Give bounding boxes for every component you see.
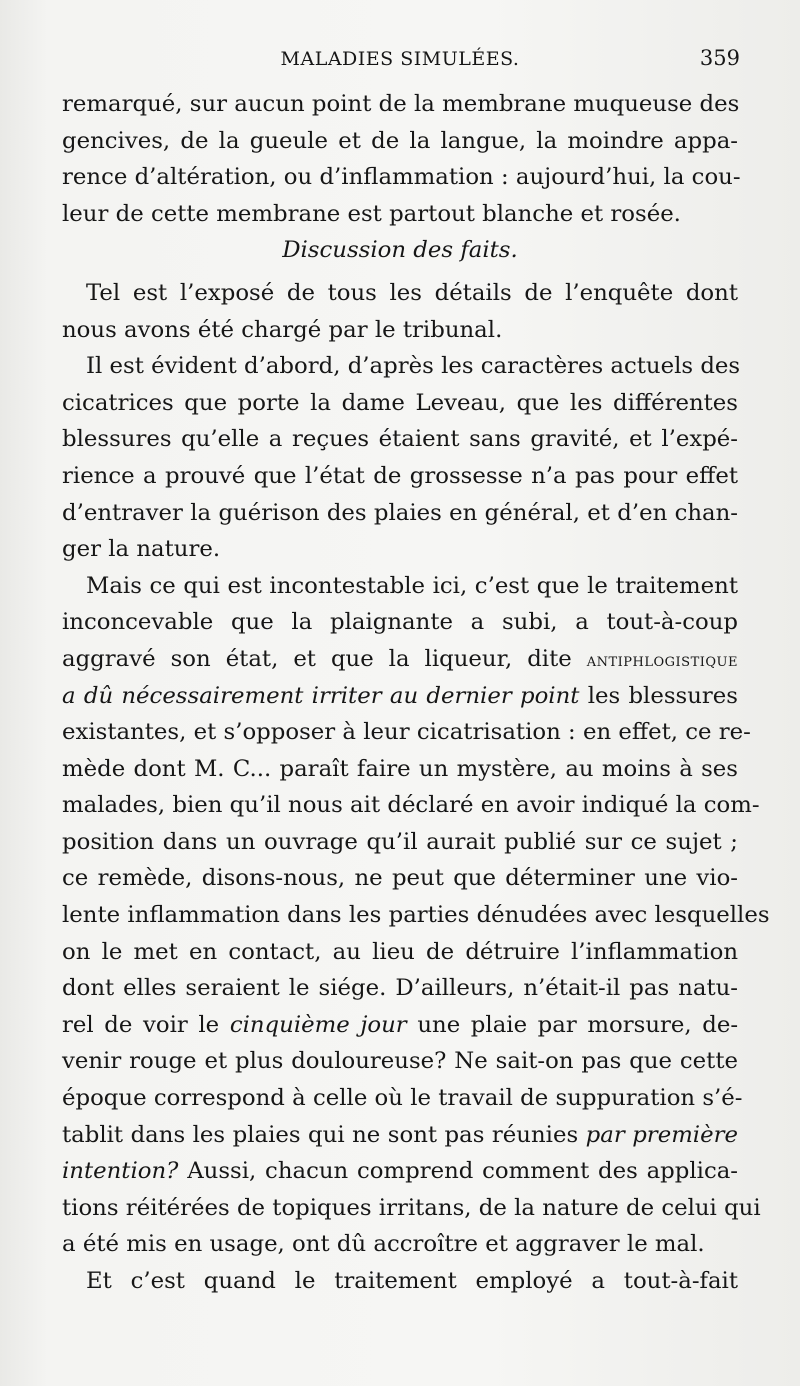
text-line: tions réitérées de topiques irritans, de la nature de celui qui <box>62 1194 761 1221</box>
text-line: rience a prouvé que l’état de grossesse n’a pas pour effet <box>62 462 738 489</box>
text-segment: une plaie par morsure, de- <box>417 1011 739 1038</box>
text-line: inconcevable que la plaignante a subi, a tout-à-coup <box>62 609 738 636</box>
text-segment: rel de voir le <box>62 1011 220 1038</box>
text-segment: Aussi, chacun comprend comment des applica- <box>187 1158 739 1185</box>
page-number: 359 <box>699 46 740 70</box>
text-line: a été mis en usage, ont dû accroître et aggraver le mal. <box>62 1231 705 1258</box>
text-line: blessures qu’elle a reçues étaient sans gravité, et l’expé- <box>62 426 738 453</box>
text-line: gencives, de la gueule et de la langue, la moindre appa- <box>62 127 738 154</box>
text-line <box>62 1153 738 1190</box>
text-line: ce remède, disons-nous, ne peut que déterminer une vio- <box>62 865 738 892</box>
text-line: rence d’altération, ou d’inflammation : aujourd’hui, la cou- <box>62 164 741 191</box>
text-line: venir rouge et plus douloureuse? Ne sait-on pas que cette <box>62 1048 738 1075</box>
text-line <box>62 678 738 715</box>
text-line: d’entraver la guérison des plaies en général, et d’en chan- <box>62 499 738 526</box>
text-line: cicatrices que porte la dame Leveau, que les différentes <box>62 389 738 416</box>
text-line: existantes, et s’opposer à leur cicatrisation : en effet, ce re- <box>62 719 751 746</box>
running-head: MALADIES SIMULÉES. <box>280 48 520 70</box>
text-line: ger la nature. <box>62 536 221 563</box>
text-line: remarqué, sur aucun point de la membrane muqueuse des <box>62 91 740 117</box>
text-line: Et c’est quand le traitement employé a tout-à-fait <box>86 1268 738 1294</box>
section-heading: Discussion des faits. <box>282 237 518 264</box>
italic-phrase: a dû nécessairement irriter au dernier point <box>62 682 580 709</box>
text-line <box>62 1007 738 1044</box>
text-line: Tel est l’exposé de tous les détails de l’enquête dont <box>86 279 738 306</box>
page-header <box>60 44 740 84</box>
text-line: mède dont M. C... paraît faire un mystère, au moins à ses <box>62 755 738 782</box>
small-caps-term: antiphlogistique <box>586 648 738 671</box>
italic-phrase: par première <box>585 1121 738 1148</box>
text-segment: tablit dans les plaies qui ne sont pas réunies <box>62 1121 579 1148</box>
text-line <box>62 1117 738 1154</box>
text-line: Il est évident d’abord, d’après les caractères actuels des <box>86 353 741 380</box>
text-line: position dans un ouvrage qu’il aurait publié sur ce sujet ; <box>62 828 738 855</box>
text-line: on le met en contact, au lieu de détruire l’inflammation <box>62 938 738 965</box>
text-segment: les blessures <box>587 682 738 709</box>
text-segment: aggravé son état, et que la liqueur, dite <box>62 645 572 672</box>
text-line: leur de cette membrane est partout blanche et rosée. <box>62 200 681 227</box>
text-line: dont elles seraient le siége. D’ailleurs, n’était-il pas natu- <box>62 975 738 1002</box>
italic-phrase: intention? <box>62 1158 179 1185</box>
body-text <box>62 86 770 1300</box>
italic-phrase: cinquième jour <box>229 1011 407 1038</box>
text-line: époque correspond à celle où le travail de suppuration s’é- <box>62 1085 743 1112</box>
text-line: malades, bien qu’il nous ait déclaré en avoir indiqué la com- <box>62 792 760 819</box>
text-line <box>62 641 738 678</box>
text-line: nous avons été chargé par le tribunal. <box>62 316 503 343</box>
text-line: Mais ce qui est incontestable ici, c’est que le traitement <box>86 572 738 599</box>
text-line: lente inflammation dans les parties dénudées avec lesquelles <box>62 902 770 929</box>
